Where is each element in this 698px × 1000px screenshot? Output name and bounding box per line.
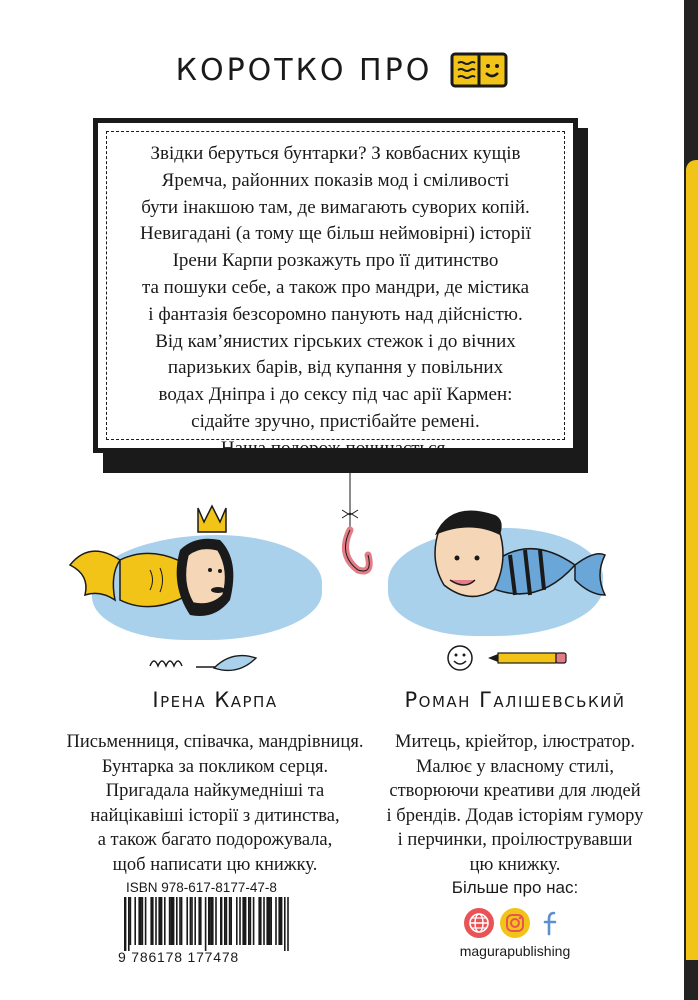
barcode-bar	[191, 897, 193, 945]
blurb-line: та пошуки себе, а також про мандри, де містика	[141, 276, 530, 298]
barcode-bar	[134, 897, 136, 945]
author-bio-line: Письменниця, співачка, мандрівниця.	[66, 732, 364, 752]
barcode-bar	[208, 897, 210, 945]
social-title: Більше про нас:	[451, 878, 579, 897]
author-name: Ірена Карпа	[152, 688, 278, 712]
author-bio-line: створюючи креативи для людей	[389, 781, 641, 802]
barcode-bar	[172, 897, 174, 945]
fish-man-illustration	[425, 500, 605, 630]
author-card-karpa	[60, 688, 370, 878]
social-icons	[440, 908, 590, 938]
author-bio-line: і перчинки, проілюструвавши	[397, 830, 633, 851]
author-bio-line: Малює у власному стилі,	[415, 756, 615, 777]
blurb-text	[98, 141, 573, 463]
barcode-bar	[176, 897, 178, 945]
barcode-bar	[220, 897, 222, 945]
barcode-bar	[280, 897, 282, 945]
barcode-bar	[160, 897, 162, 945]
isbn-block	[118, 880, 308, 965]
author-bio-line: щоб написати цю книжку.	[112, 854, 318, 875]
blurb-line: Яремча, районних показів мод і сміливості	[161, 169, 510, 191]
barcode-bar	[278, 897, 280, 945]
barcode-bar	[205, 897, 207, 951]
author-bio-line: Митець, кріейтор, ілюстратор.	[395, 732, 635, 752]
open-book-icon	[450, 50, 508, 90]
isbn-label: ISBN 978-617-8177-47-8	[126, 880, 277, 895]
blurb-line: Звідки беруться бунтарки? З ковбасних кущів	[150, 143, 521, 164]
barcode-bar	[242, 897, 244, 945]
barcode-bar	[186, 897, 188, 945]
barcode-bar	[215, 897, 217, 945]
barcode-bar	[164, 897, 166, 945]
barcode-bar	[150, 897, 152, 945]
barcode-bar	[263, 897, 265, 945]
barcode-bar	[190, 897, 192, 945]
barcode-bar	[268, 897, 270, 945]
social-handle: magurapublishing	[459, 943, 571, 959]
instagram-icon[interactable]	[500, 908, 530, 938]
blurb-line: Від кам’янистих гірських стежок і до вічних	[155, 330, 516, 352]
social-block	[440, 878, 590, 959]
author-bio-line: і брендів. Додав історіям гумору	[386, 805, 644, 826]
barcode-bar	[124, 897, 126, 951]
barcode-bar	[270, 897, 272, 945]
author-card-halishevskyi	[365, 688, 665, 878]
barcode-bar	[212, 897, 214, 945]
barcode-bar	[253, 897, 255, 945]
blurb-line: Невигадані (а тому ще більш неймовірні) історії	[140, 223, 531, 245]
barcode-bar	[200, 897, 202, 945]
barcode-bar	[236, 897, 238, 945]
barcode-bar	[130, 897, 132, 945]
barcode-bar	[224, 897, 226, 945]
globe-icon[interactable]	[464, 908, 494, 938]
barcode-bar	[158, 897, 160, 945]
author-bio-line: Бунтарка за покликом серця.	[101, 756, 329, 777]
barcode	[118, 897, 308, 951]
barcode-bar	[260, 897, 262, 945]
barcode-bar	[229, 897, 231, 945]
fishing-hook-worm-illustration	[320, 470, 380, 590]
barcode-bar	[179, 897, 181, 945]
author-bio	[60, 730, 370, 878]
barcode-bar	[170, 897, 172, 945]
barcode-bar	[198, 897, 200, 945]
barcode-bar	[244, 897, 246, 945]
barcode-bar	[152, 897, 154, 945]
barcode-bar	[284, 897, 286, 951]
blurb-line: водах Дніпра і до сексу під час арії Кармен:	[158, 384, 513, 406]
barcode-bar	[128, 897, 130, 951]
barcode-bar	[258, 897, 260, 945]
barcode-bar	[226, 897, 228, 945]
barcode-bar	[145, 897, 147, 945]
barcode-bar	[287, 897, 289, 951]
barcode-bar	[250, 897, 252, 945]
facebook-icon[interactable]	[536, 908, 566, 938]
blurb-line: бути інакшою там, де вимагають суворих копій.	[141, 196, 530, 218]
blurb-line: Наша подорож починається.	[220, 437, 451, 459]
quill-pen-icon	[148, 650, 258, 676]
barcode-bar	[142, 897, 144, 945]
isbn-digits: 9 786178 177478	[118, 949, 239, 965]
barcode-bar	[210, 897, 212, 945]
blurb-line: і фантазія безсоромно панують над дійсністю.	[148, 303, 523, 325]
smiley-pencil-icon	[442, 643, 572, 673]
author-bio-line: цю книжку.	[469, 854, 561, 875]
barcode-bar	[155, 897, 157, 945]
barcode-bar	[194, 897, 196, 945]
blurb-box	[93, 118, 578, 459]
header-title: КОРОТКО ПРО	[175, 52, 433, 88]
barcode-bar	[248, 897, 250, 945]
barcode-bar	[181, 897, 183, 945]
author-bio	[365, 730, 665, 878]
blurb-line: паризьких барів, від купання у повільних	[167, 357, 504, 379]
author-name: Роман Галішевський	[404, 688, 626, 712]
barcode-bar	[266, 897, 268, 945]
blurb-line: сідайте зручно, пристібайте ремені.	[191, 410, 480, 432]
author-bio-line: Пригадала найкумедніші та	[105, 781, 325, 802]
barcode-bar	[138, 897, 140, 945]
fish-woman-illustration	[60, 490, 260, 640]
barcode-bar	[239, 897, 241, 945]
barcode-bar	[230, 897, 232, 945]
author-bio-line: найцікавіші історії з дитинства,	[90, 805, 340, 826]
barcode-bar	[169, 897, 171, 945]
header	[0, 50, 684, 90]
barcode-bar	[275, 897, 277, 945]
spine-accent-stripe	[686, 160, 698, 960]
author-bio-line: а також багато подорожувала,	[97, 830, 333, 851]
barcode-bar	[140, 897, 142, 945]
blurb-line: Ірени Карпи розкажуть про її дитинство	[172, 250, 499, 272]
